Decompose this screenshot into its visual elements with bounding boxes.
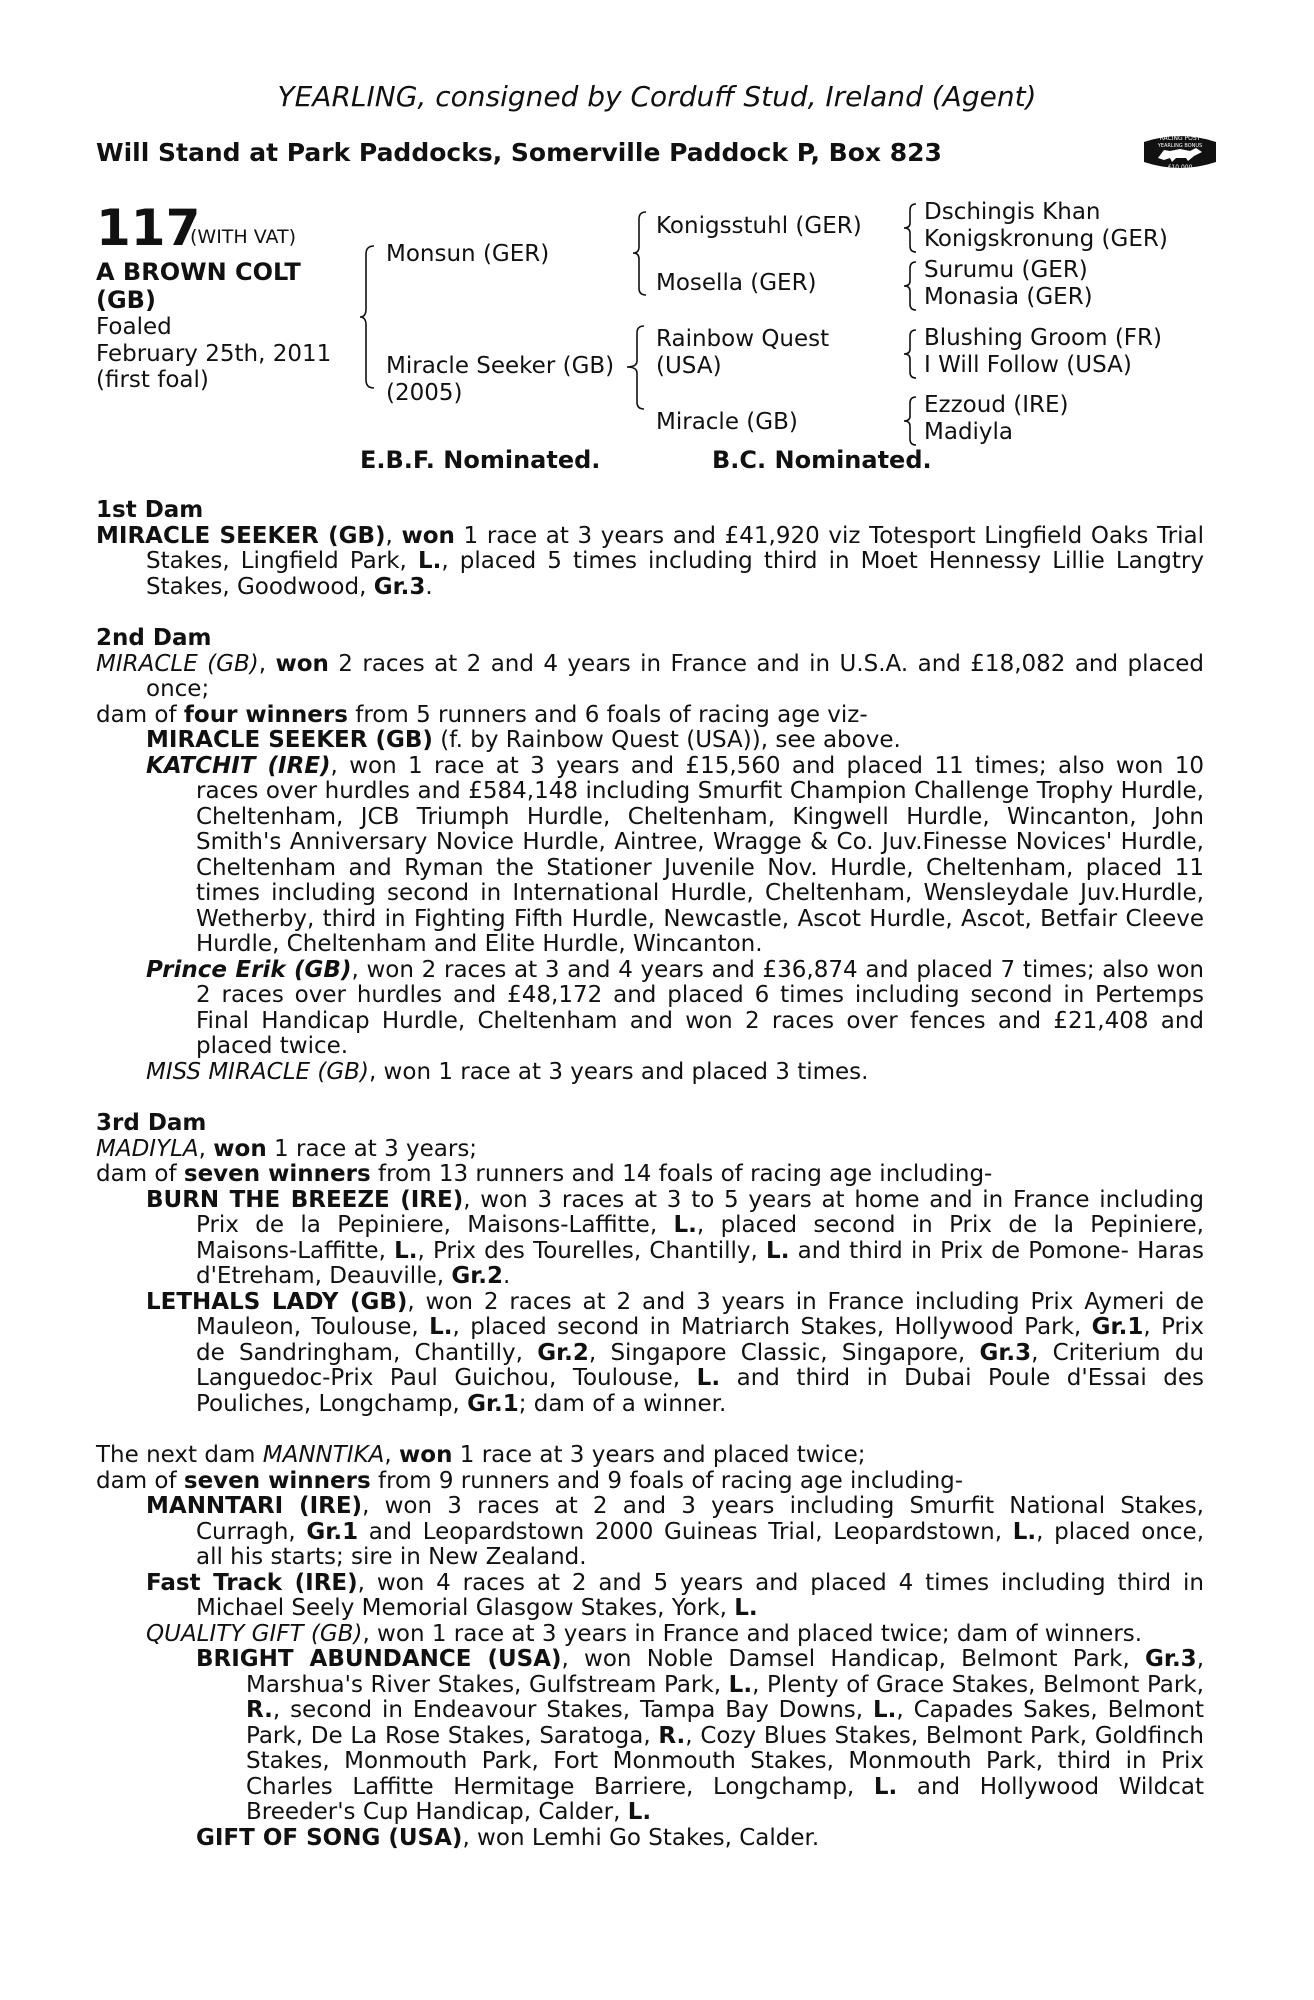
lot-description — [96, 258, 301, 314]
pedigree-dam-name: Miracle Seeker (GB) — [386, 353, 615, 379]
second-dam-produce-intro: dam of four winners from 5 runners and 6 foals of racing age viz- — [96, 701, 868, 728]
pedigree-sdd: Monasia (GER) — [924, 284, 1093, 310]
second-dam-title: 2nd Dam — [96, 625, 212, 651]
ebf-nominated: E.B.F. Nominated. — [360, 446, 601, 474]
pedigree-brace-3b — [902, 260, 920, 312]
pedigree-brace-2a — [632, 210, 652, 298]
logo-mid-text: YEARLING BONUS — [1157, 143, 1203, 149]
produce-gift-of-song: GIFT OF SONG (USA), won Lemhi Go Stakes, Calder. — [196, 1824, 820, 1851]
pedigree-sire-dam: Mosella (GER) — [656, 270, 817, 296]
pedigree-sire: Monsun (GER) — [386, 241, 550, 267]
next-dam-paragraph: The next dam MANNTIKA, won 1 race at 3 years and placed twice; — [96, 1442, 866, 1468]
pedigree-dsd: I Will Follow (USA) — [924, 352, 1132, 378]
pedigree-sire-sire: Konigsstuhl (GER) — [656, 213, 862, 239]
produce-lethals-lady: LETHALS LADY (GB), won 2 races at 2 and 3 years in France including Prix Aymeri de Mauleon, Toulouse, L., placed second in Matriarch Stakes, Hollywood Park, Gr.1, Prix de Sandringham, Chantilly, Gr.2, Singapore Classic, Singapore, Gr.3, Criterium du Languedoc-Prix Paul Guichou, Toulouse, L. and third in Dubai Poule d'Essai des Pouliches, Longchamp, Gr.1; dam of a winner. — [146, 1288, 1205, 1417]
next-dam-produce-intro: dam of seven winners from 9 runners and 9 foals of racing age including- — [96, 1467, 964, 1494]
pedigree-sds: Surumu (GER) — [924, 257, 1088, 283]
pedigree-ssd: Konigskronung (GER) — [924, 226, 1168, 252]
produce-miracle-seeker: MIRACLE SEEKER (GB) (f. by Rainbow Quest (USA)), see above. — [146, 727, 901, 753]
produce-miss-miracle: MISS MIRACLE (GB), won 1 race at 3 years and placed 3 times. — [146, 1058, 869, 1085]
lot-number: 117 — [96, 199, 201, 257]
produce-bright-abundance: BRIGHT ABUNDANCE (USA), won Noble Damsel Handicap, Belmont Park, Gr.3, Marshua's River Stakes, Gulfstream Park, L., Plenty of Grace Stakes, Belmont Park, R., second in Endeavour Stakes, Tampa Bay Downs, L., Capades Sakes, Belmont Park, De La Rose Stakes, Saratoga, R., Cozy Blues Stakes, Belmont Park, Goldfinch Stakes, Monmouth Park, Fort Monmouth Stakes, Monmouth Park, third in Prix Charles Laffitte Hermitage Barriere, Longchamp, L. and Hollywood Wildcat Breeder's Cup Handicap, Calder, L. — [196, 1646, 1205, 1825]
pedigree-dam-dam: Miracle (GB) — [656, 409, 798, 435]
lot-vat: (WITH VAT) — [190, 226, 297, 248]
first-dam-title: 1st Dam — [96, 497, 204, 523]
produce-katchit: KATCHIT (IRE), won 1 race at 3 years and £15,560 and placed 11 times; also won 10 races over hurdles and £584,148 including Smurfit Champion Challenge Trophy Hurdle, Cheltenham, JCB Triumph Hurdle, Cheltenham, Kingwell Hurdle, Wincanton, John Smith's Anniversary Novice Hurdle, Aintree, Wragge & Co. Juv.Finesse Novices' Hurdle, Cheltenham and Ryman the Stationer Juvenile Nov. Hurdle, Cheltenham, placed 11 times including second in International Hurdle, Cheltenham, Wensleydale Juv.Hurdle, Wetherby, third in Fighting Fifth Hurdle, Newcastle, Ascot Hurdle, Ascot, Betfair Cleeve Hurdle, Cheltenham and Elite Hurdle, Wincanton. — [146, 752, 1204, 957]
third-dam-title: 3rd Dam — [96, 1110, 207, 1136]
first-dam-paragraph: MIRACLE SEEKER (GB), won 1 race at 3 years and £41,920 viz Totesport Lingfield Oaks Trial Stakes, Lingfield Park, L., placed 5 times including third in Moet Hennessy Lillie Langtry Stakes, Goodwood, Gr.3. — [96, 522, 1204, 600]
produce-manntari: MANNTARI (IRE), won 3 races at 2 and 3 years including Smurfit National Stakes, Curragh, Gr.1 and Leopardstown 2000 Guineas Trial, Leopardstown, L., placed once, all his starts; sire in New Zealand. — [146, 1493, 1204, 1570]
second-dam-paragraph: MIRACLE (GB), won 2 races at 2 and 4 years in France and in U.S.A. and £18,082 and placed once; — [96, 650, 1204, 702]
pedigree-dss: Blushing Groom (FR) — [924, 325, 1162, 351]
pedigree-dam-sire-country: (USA) — [656, 353, 722, 379]
pedigree-brace-2b — [624, 324, 650, 412]
produce-burn-the-breeze: BURN THE BREEZE (IRE), won 3 races at 3 to 5 years at home and in France including Prix de la Pepiniere, Maisons-Laffitte, L., placed second in Prix de la Pepiniere, Maisons-Laffitte, L., Prix des Tourelles, Chantilly, L. and third in Prix de Pomone- Haras d'Etreham, Deauville, Gr.2. — [146, 1186, 1204, 1289]
pedigree-dam-year: (2005) — [386, 380, 463, 406]
produce-quality-gift: QUALITY GIFT (GB), won 1 race at 3 years in France and placed twice; dam of winners. — [146, 1620, 1143, 1647]
third-dam-produce-intro: dam of seven winners from 13 runners and 14 foals of racing age including- — [96, 1161, 993, 1187]
bc-nominated: B.C. Nominated. — [712, 446, 932, 474]
pedigree-brace-3d — [902, 395, 920, 447]
pedigree-brace-3c — [902, 328, 920, 380]
racing-post-yearling-bonus-logo — [1140, 128, 1220, 176]
lot-desc-line-2: (GB) — [96, 286, 156, 314]
produce-prince-erik: Prince Erik (GB), won 2 races at 3 and 4 years and £36,874 and placed 7 times; also won 2 races over hurdles and £48,172 and placed 6 times including second in Pertemps Final Handicap Hurdle, Cheltenham and won 2 races over fences and £21,408 and placed twice. — [146, 956, 1204, 1059]
third-dam-paragraph: MADIYLA, won 1 race at 3 years; — [96, 1135, 478, 1162]
pedigree-dds: Ezzoud (IRE) — [924, 392, 1069, 418]
sale-header: YEARLING, consigned by Corduff Stud, Ireland (Agent) — [277, 80, 1037, 113]
pedigree-dam-sire: Rainbow Quest — [656, 326, 830, 352]
foaled-date: February 25th, 2011 — [96, 341, 332, 367]
foal-note: (first foal) — [96, 367, 209, 393]
lot-desc-line-1: A BROWN COLT — [96, 258, 301, 286]
pedigree-brace-1 — [360, 244, 380, 390]
stand-location: Will Stand at Park Paddocks, Somerville Paddock P, Box 823 — [96, 138, 942, 167]
pedigree-sss: Dschingis Khan — [924, 199, 1101, 225]
pedigree-brace-3a — [902, 202, 920, 254]
foaled-label: Foaled — [96, 314, 172, 340]
catalogue-body — [96, 498, 1204, 1851]
logo-top-text: RACING POST — [1159, 135, 1201, 142]
produce-fast-track: Fast Track (IRE), won 4 races at 2 and 5 years and placed 4 times including third in Michael Seely Memorial Glasgow Stakes, York, L. — [146, 1569, 1204, 1621]
pedigree-ddd: Madiyla — [924, 419, 1014, 445]
logo-amount: £10,000 — [1167, 164, 1193, 171]
